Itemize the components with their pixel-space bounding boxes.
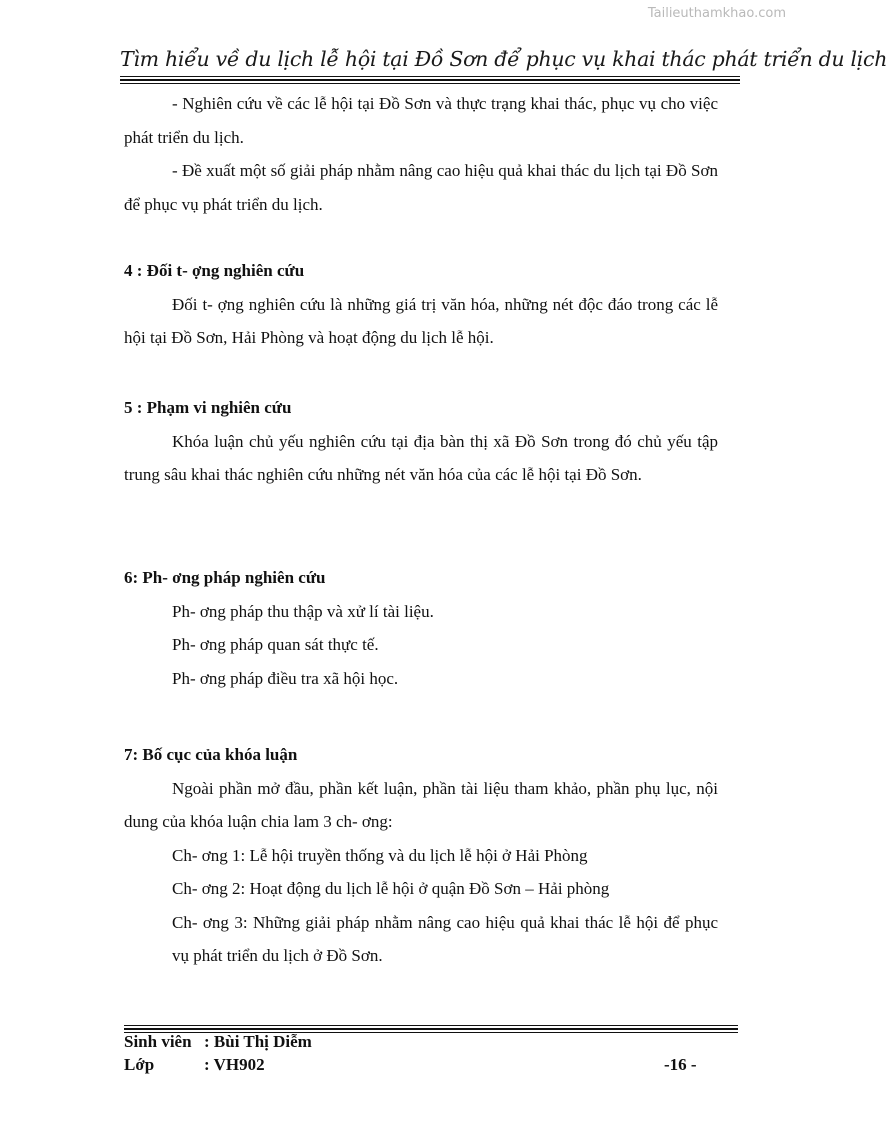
section-5 xyxy=(124,391,718,492)
section-heading: 4 : Đối t- ợng nghiên cứu xyxy=(124,261,305,280)
page-number: -16 - xyxy=(664,1055,697,1074)
chapter-item: Ch- ơng 1: Lễ hội truyền thống và du lịch lễ hội ở Hải Phòng xyxy=(172,845,588,865)
intro-paragraph: - Nghiên cứu về các lễ hội tại Đồ Sơn và thực trạng khai thác, phục vụ cho việc phát triển du lịch. xyxy=(124,94,718,147)
class-value: : VH902 xyxy=(204,1055,265,1074)
section-paragraph: Ngoài phần mở đầu, phần kết luận, phần tài liệu tham khảo, phần phụ lục, nội dung của khóa luận chia lam 3 ch- ơng: xyxy=(124,778,718,831)
method-item: Ph- ơng pháp quan sát thực tế. xyxy=(172,635,379,654)
class-label: Lớp xyxy=(124,1055,155,1074)
student-name: : Bùi Thị Diễm xyxy=(204,1032,312,1051)
intro-paragraph: - Đề xuất một số giải pháp nhằm nâng cao hiệu quả khai thác du lịch tại Đồ Sơn để phục vụ phát triển du lịch. xyxy=(124,161,718,214)
footer-rule xyxy=(124,1028,738,1030)
method-item: Ph- ơng pháp thu thập và xử lí tài liệu. xyxy=(172,601,434,621)
intro-block xyxy=(124,87,718,221)
header-rule xyxy=(120,79,740,81)
footer-rule xyxy=(124,1025,738,1026)
footer-student xyxy=(124,1032,312,1052)
section-4 xyxy=(124,254,718,355)
section-paragraph: Khóa luận chủ yếu nghiên cứu tại địa bàn thị xã Đồ Sơn trong đó chủ yếu tập trung sâu khai thác nghiên cứu những nét văn hóa của các lễ hội tại Đồ Sơn. xyxy=(124,431,718,484)
section-heading: 7: Bố cục của khóa luận xyxy=(124,745,298,764)
section-7 xyxy=(124,738,718,973)
chapter-item: Ch- ơng 3: Những giải pháp nhằm nâng cao hiệu quả khai thác lễ hội để phục vụ phát triển du lịch ở Đồ Sơn. xyxy=(172,912,718,965)
section-heading: 6: Ph- ơng pháp nghiên cứu xyxy=(124,568,326,587)
running-header-title: Tìm hiểu về du lịch lễ hội tại Đồ Sơn để phục vụ khai thác phát triển du lịch xyxy=(120,47,887,71)
section-6 xyxy=(124,561,718,695)
chapter-item: Ch- ơng 2: Hoạt động du lịch lễ hội ở quận Đồ Sơn – Hải phòng xyxy=(172,879,610,898)
header-rule xyxy=(120,83,740,84)
header-rule xyxy=(120,76,740,77)
section-paragraph: Đối t- ợng nghiên cứu là những giá trị văn hóa, những nét độc đáo trong các lễ hội tại Đồ Sơn, Hải Phòng và hoạt động du lịch lễ hội. xyxy=(124,294,718,347)
student-label: Sinh viên xyxy=(124,1032,192,1051)
watermark: Tailieuthamkhao.com xyxy=(647,6,786,21)
method-item: Ph- ơng pháp điều tra xã hội học. xyxy=(172,668,399,688)
section-heading: 5 : Phạm vi nghiên cứu xyxy=(124,398,292,417)
footer-class xyxy=(124,1055,265,1075)
